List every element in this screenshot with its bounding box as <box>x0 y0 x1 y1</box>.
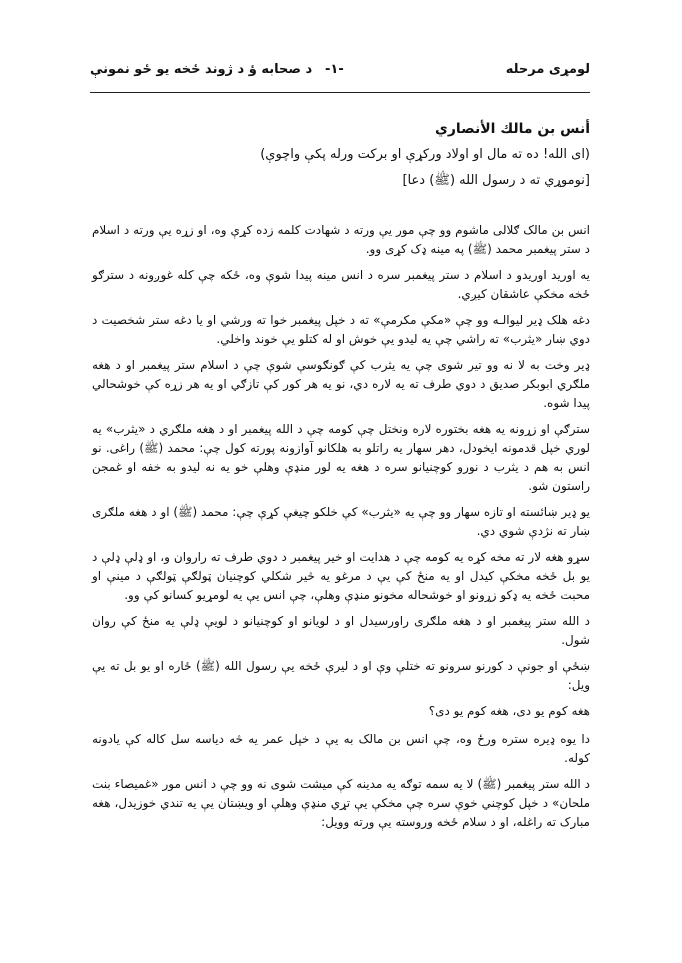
paragraph: انس بن مالک ګلالی ماشوم وو چې مور یې ورته د شهادت کلمه زده کړې وه، او زړه یې ورته د اسلام د ستر پیغمبر محمد (ﷺ) په مینه ډک کړی وو. <box>92 223 590 256</box>
paragraph: یو ډیر ښائسته او تازه سهار وو چې یه «یثرب» کې خلکو چیغې کړې چې: محمد (ﷺ) او د هغه ملګری ښار ته نژدې شوي دي. <box>92 505 590 538</box>
paragraph: دغه هلک ډیر لیوالـه وو چې «مکې مکرمې» ته د خپل پیغمبر خوا ته ورشي او یا دغه ستر شخصیت د دوي ښار «یثرب» ته راشي چې یه لیدو یې خوش او له کتلو یې خوند واخلي. <box>92 313 590 346</box>
page-number: -۱- <box>325 62 344 77</box>
paragraph: سړو هغه لار ته مخه کړه یه کومه چې د هدایت او خیر پیغمبر د دوي طرف ته راروان و، او ډلې ډلې د یو بل ځخه مخکې کیدل او یه منځ کې یې د مرغو یه څیر شکلي کوچنیان ټولګې ټولګې د مینې او محبت ځخه یه ډکو زړونو او خوشحاله مخونو منډې وهلې، چې انس یې یه لومړیو کسانو کې وو. <box>92 550 590 602</box>
paragraph: د الله ستر پیغمبر او د هغه ملګری راورسیدل او د لویانو او کوچنیانو د لویې ډلې یه منځ کې روان شول. <box>92 614 590 647</box>
article-subtitle-quote: (ای الله! ده ته مال او اولاد ورکړې او برکت ورله پکې واچوې) <box>260 147 590 162</box>
paragraph: سترګې او زړونه یه هغه بختوره لاره ونختل چې کومه چې د الله پیغمبر او د هغه ملګري د «یثرب» یه لوري خپل قدمونه ایخودل، دهر سهار یه راتلو به هلکانو آوازونه پورته کول چې: محمد (ﷺ) راغی. نو انس به هم د یثرب د نورو کوچنیانو سره د هغه یه لور منډې وهلې خو یه نه لیدو به خفه او غمجن راستون شو. <box>92 422 590 493</box>
paragraph: ښځې او جونې د کورنو سرونو ته ختلې وې او د لیرې ځخه یې رسول الله (ﷺ) ځاره او یو بل ته یې ویل: <box>92 659 590 692</box>
paragraph: ډیر وخت به لا نه وو تیر شوی چې یه یثرب کې ګونګوسې شوې چې د اسلام ستر پیغمبر او د هغه ملګري ابوبکر صدیق د دوي طرف ته یه لاره دي، نو یه هر کور کې تازګي او یه هر زړه کې خوشحالي پیدا شوه. <box>92 358 590 410</box>
article-title: أنس بن مالك الأنصاري <box>435 121 590 137</box>
article-body <box>92 119 590 839</box>
chapter-title: لومړی مرحله <box>505 62 590 77</box>
article-subtitle-prayer: [نوموړي ته د رسول الله (ﷺ) دعا] <box>402 173 590 188</box>
header-rule <box>90 92 590 93</box>
paragraph: د الله ستر پیغمبر (ﷺ) لا یه سمه توګه یه مدینه کې میشت شوی نه وو چې د انس مور «غمیصاء بنت ملحان» د خپل کوچني خوې سره چې مخکې یې تړي منډې وهلې او ویښتان یې یه تندي خوزیدل، هغه مبارک ته راغله، او د سلام ځخه وروسته یې ورته وویل: <box>92 777 590 829</box>
paragraph: هغه کوم یو دی، هغه کوم یو دی؟ <box>428 704 590 718</box>
paragraph-list <box>92 221 590 832</box>
page-header <box>90 56 590 84</box>
paragraph: یه اورید اوریدو د اسلام د ستر پیغمبر سره د انس مینه پیدا شوې وه، ځکه چې کله غوږونه د سترګو ځخه مخکې عاشقان کیږي. <box>92 268 590 301</box>
paragraph: دا یوه ډیره ستره ورځ وه، چې انس بن مالک به یې د خپل عمر یه څه دیاسه سل کاله کې یادونه کوله. <box>92 732 590 765</box>
book-title: د صحابه ؤ د ژوند ځخه یو ځو نمونې <box>90 62 313 77</box>
